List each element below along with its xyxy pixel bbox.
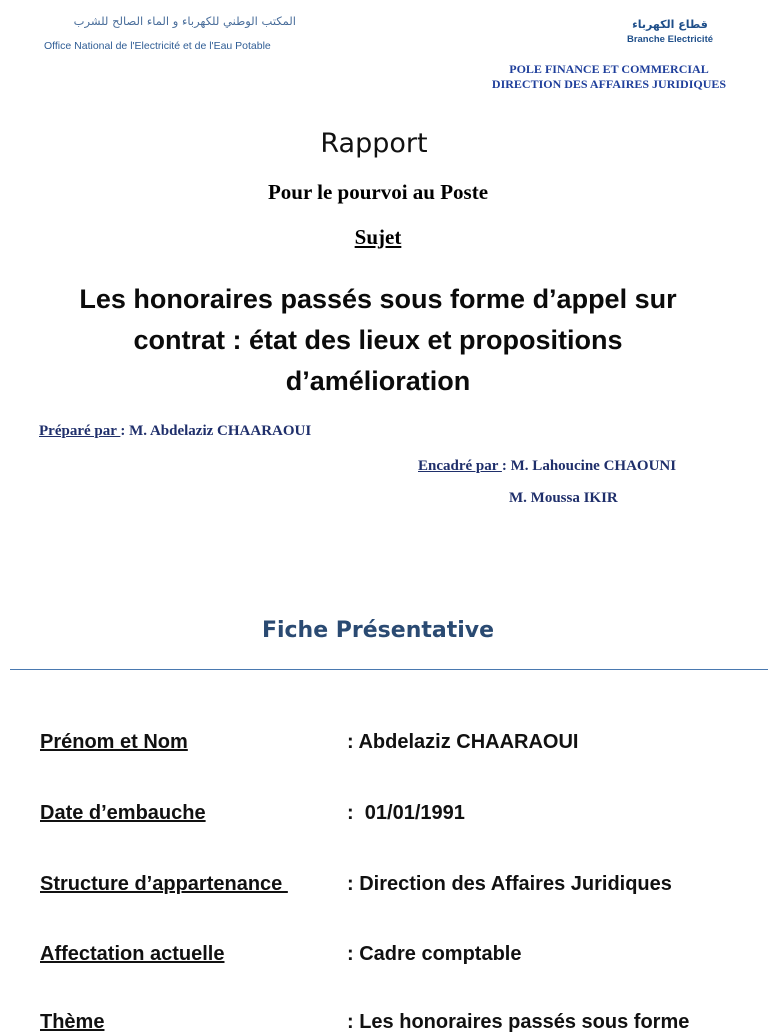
fiche-row-label: Date d’embauche: [40, 802, 206, 824]
document-subtitle: Pour le pourvoi au Poste: [267, 180, 489, 204]
pole-line: POLE FINANCE ET COMMERCIAL: [509, 62, 709, 76]
fiche-row-label: Affectation actuelle: [40, 943, 225, 965]
direction-line: DIRECTION DES AFFAIRES JURIDIQUES: [491, 77, 727, 91]
second-supervisor: M. Moussa IKIR: [509, 490, 618, 506]
fiche-row-label: Structure d’appartenance: [40, 873, 288, 895]
prepared-by: [39, 423, 311, 440]
prepared-by-label: Préparé par: [39, 423, 121, 439]
subject-title-line: contrat : état des lieux et propositions: [133, 325, 623, 355]
onee-logo-arabic-text: المكتب الوطني للكهرباء و الماء الصالح للشرب: [73, 14, 296, 28]
fiche-row-value: : Cadre comptable: [347, 943, 522, 965]
subject-title: [40, 279, 716, 402]
branch-arabic-text: قطاع الكهرباء: [632, 18, 708, 31]
department-heading: [470, 62, 748, 92]
onee-logo-french-text: Office National de l'Electricité et de l'Eau Potable: [44, 40, 271, 52]
fiche-row-label: Prénom et Nom: [40, 731, 188, 753]
fiche-title: Fiche Présentative: [261, 618, 495, 643]
subject-heading: Sujet: [354, 225, 402, 249]
supervised-by-label: Encadré par: [418, 458, 502, 474]
branch-french-text: Branche Electricité: [626, 34, 714, 45]
subject-title-line: d’amélioration: [285, 366, 471, 396]
fiche-row-value: : Direction des Affaires Juridiques: [347, 873, 672, 895]
fiche-row-value: : 01/01/1991: [347, 802, 465, 824]
fiche-row-label: Thème: [40, 1011, 105, 1033]
subject-title-line: Les honoraires passés sous forme d’appel sur: [79, 284, 677, 314]
supervised-by: [418, 458, 676, 475]
prepared-by-value: : M. Abdelaziz CHAARAOUI: [120, 423, 312, 439]
divider: [10, 669, 768, 670]
supervised-by-value: : M. Lahoucine CHAOUNI: [501, 458, 677, 474]
document-title: Rapport: [320, 128, 428, 159]
fiche-row-value: : Les honoraires passés sous forme: [347, 1011, 690, 1033]
fiche-row-value: : Abdelaziz CHAARAOUI: [347, 731, 579, 753]
